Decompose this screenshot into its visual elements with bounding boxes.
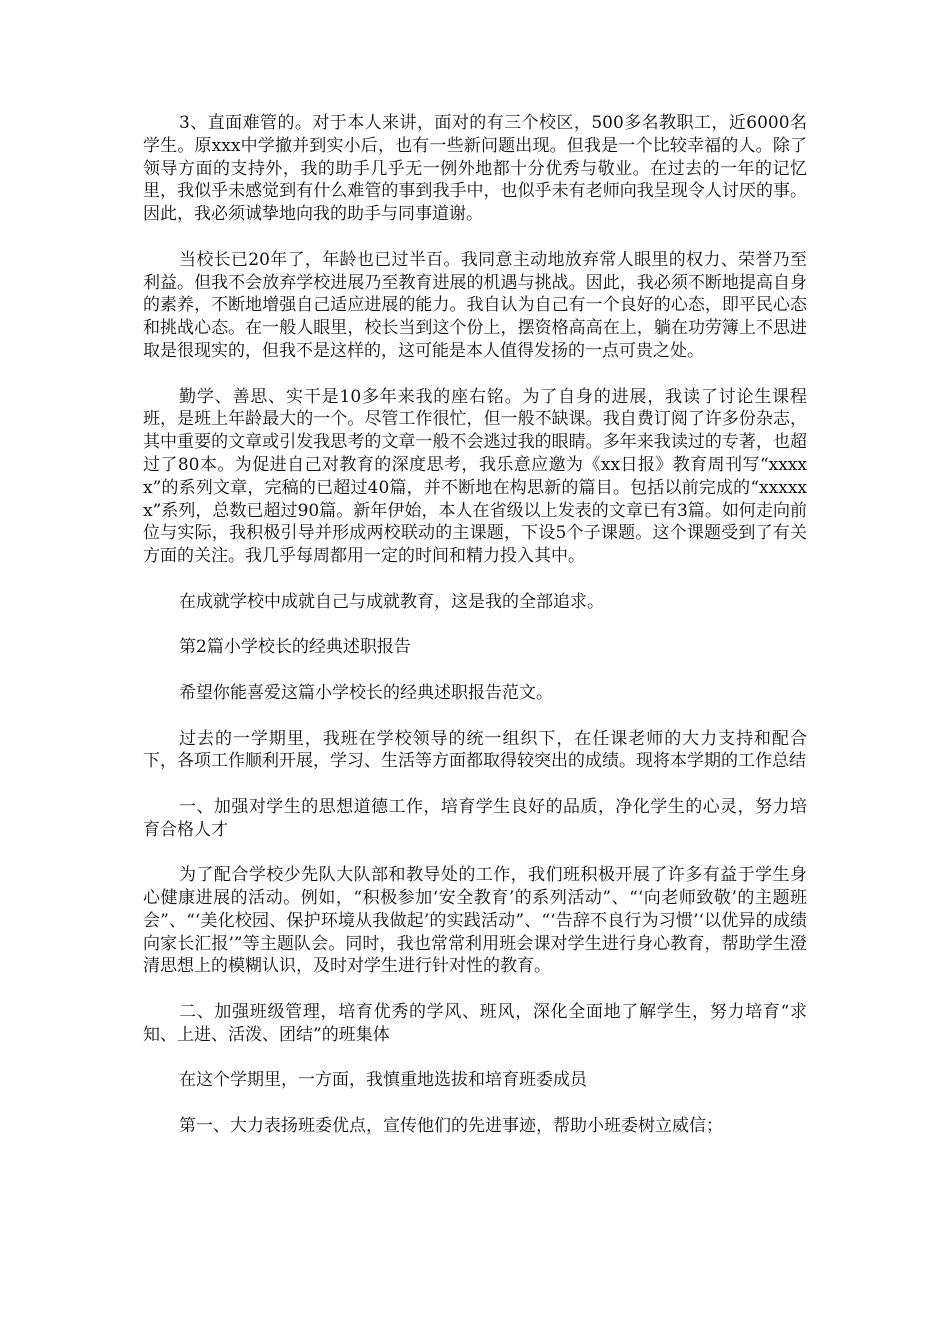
document-body xyxy=(143,112,807,1161)
paragraph-semester-summary: 过去的一学期里，我班在学校领导的统一组织下，在任课老师的大力支持和配合下，各项工作顺利开展，学习、生活等方面都取得较突出的成绩。现将本学期的工作总结 xyxy=(143,728,807,772)
paragraph-difficult-management: 3、直面难管的。对于本人来讲，面对的有三个校区，500多名教职工，近6000名学生。原xxx中学撤并到实小后，也有一些新问题出现。但我是一个比较幸福的人。除了领导方面的支持外，我的助手几乎无一例外地都十分优秀与敬业。在过去的一年的记忆里，我似乎未感觉到有什么难管的事到我手中，也似乎未有老师向我呈现令人讨厌的事。因此，我必须诚挚地向我的助手与同事道谢。 xyxy=(143,113,807,225)
paragraph-first-point: 第一、大力表扬班委优点，宣传他们的先进事迹，帮助小班委树立威信； xyxy=(179,1116,723,1137)
paragraph-class-committee: 在这个学期里，一方面，我慎重地选拔和培育班委成员 xyxy=(179,1070,587,1091)
heading-moral-education: 一、加强对学生的思想道德工作，培育学生良好的品质，净化学生的心灵，努力培育合格人才 xyxy=(143,796,807,840)
paragraph-intro: 希望你能喜爱这篇小学校长的经典述职报告范文。 xyxy=(179,682,553,703)
paragraph-pursuit: 在成就学校中成就自己与成就教育，这是我的全部追求。 xyxy=(179,591,604,612)
heading-class-management: 二、加强班级管理，培育优秀的学风、班风，深化全面地了解学生，努力培育“求知、上进、活泼、团结”的班集体 xyxy=(143,1002,807,1045)
section-heading-report-2: 第2篇小学校长的经典述职报告 xyxy=(179,637,411,658)
paragraph-activities: 为了配合学校少先队大队部和教导处的工作，我们班积极开展了许多有益于学生身心健康进展的活动。例如，“积极参加‘安全教育’的系列活动”、“‘向老师致敬’的主题班会”、“‘美化校园、保护环境从我做起’的实践活动”、“‘告辞不良行为习惯’‘以优异的成绩向家长汇报’”等主题队会。同时，我也常常利用班会课对学生进行身心教育，帮助学生澄清思想上的模糊认识，及时对学生进行针对性的教育。 xyxy=(143,865,807,977)
paragraph-study-motto: 勤学、善思、实干是10多年来我的座右铭。为了自身的进展，我读了讨论生课程班，是班上年龄最大的一个。尽管工作很忙，但一般不缺课。我自费订阅了许多份杂志，其中重要的文章或引发我思考的文章一般不会逃过我的眼睛。多年来我读过的专著，也超过了80本。为促进自己对教育的深度思考，我乐意应邀为《xx日报》教育周刊写“xxxxx”的系列文章，完稿的已超过40篇，并不断地在构思新的篇目。包括以前完成的“xxxxxx”系列，总数已超过90篇。新年伊始，本人在省级以上发表的文章已有3篇。如何走向前位与实际，我积极引导并形成两校联动的主课题，下设5个子课题。这个课题受到了有关方面的关注。我几乎每周都用一定的时间和精力投入其中。 xyxy=(143,386,807,567)
paragraph-principal-20-years: 当校长已20年了，年龄也已过半百。我同意主动地放弃常人眼里的权力、荣誉乃至利益。但我不会放弃学校进展乃至教育进展的机遇与挑战。因此，我必须不断地提高自身的素养，不断地增强自己适应进展的能力。我自认为自己有一个良好的心态，即平民心态和挑战心态。在一般人眼里，校长当到这个份上，摆资格高高在上，躺在功劳簿上不思进取是很现实的，但我不是这样的，这可能是本人值得发扬的一点可贵之处。 xyxy=(143,249,807,361)
